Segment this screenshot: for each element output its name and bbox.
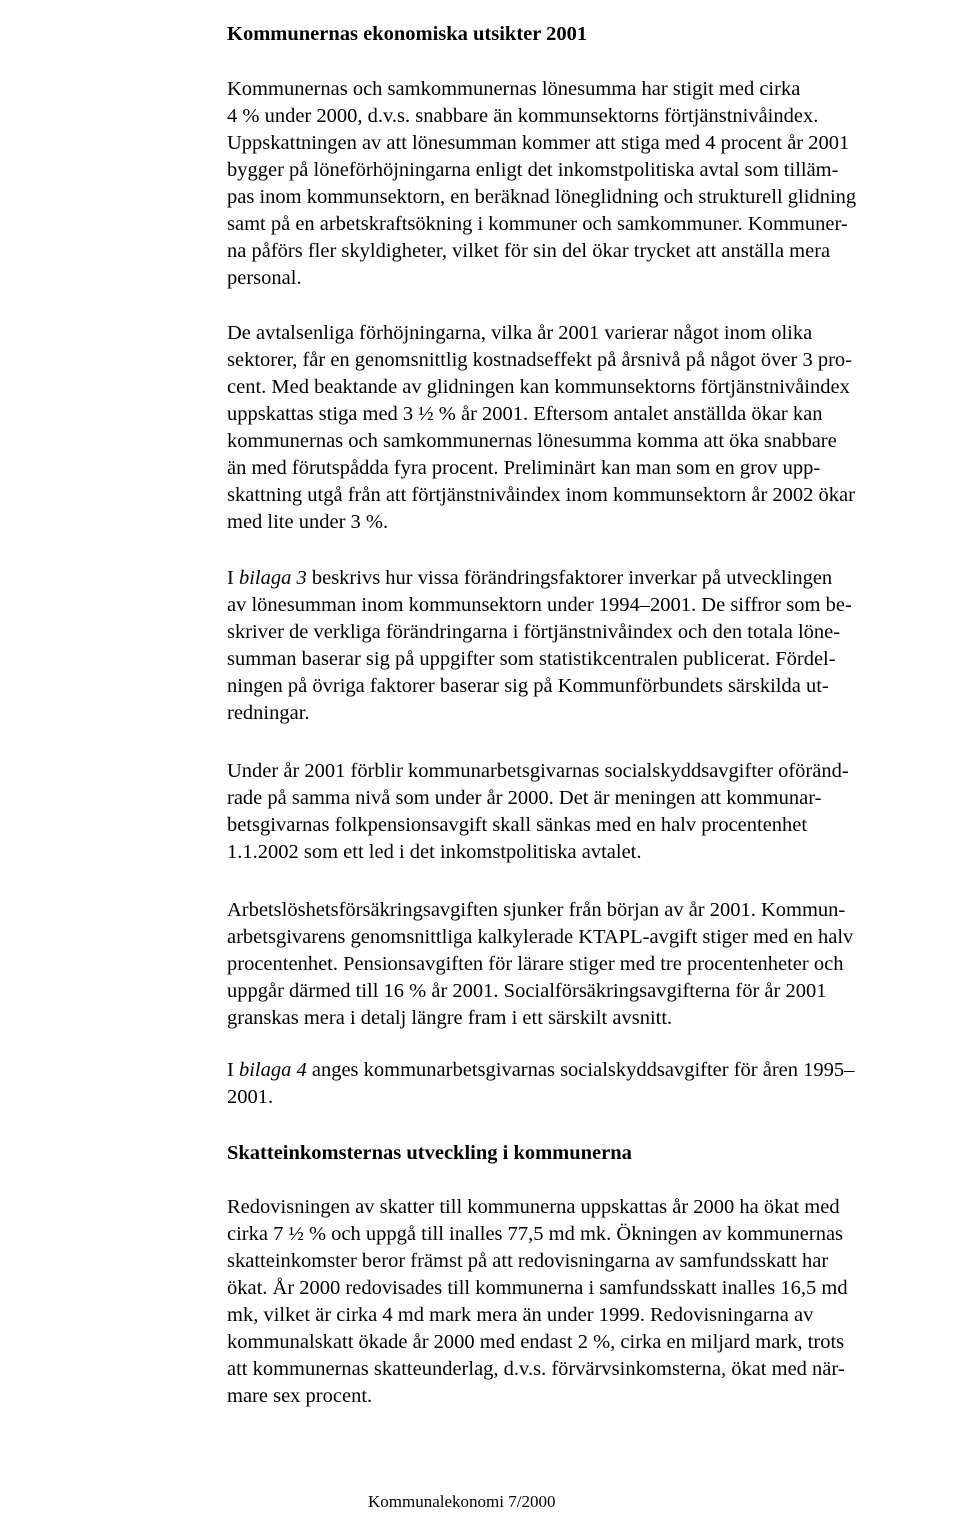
text-line: att kommunernas skatteunderlag, d.v.s. förvärvsinkomsterna, ökat med när-	[227, 1358, 845, 1380]
text-line: 1.1.2002 som ett led i det inkomstpolitiska avtalet.	[227, 841, 642, 863]
paragraph-wage-sum	[227, 76, 856, 292]
text-line: rade på samma nivå som under år 2000. Det är meningen att kommunar-	[227, 787, 822, 809]
text-line: arbetsgivarens genomsnittliga kalkylerade KTAPL-avgift stiger med en halv	[227, 926, 854, 948]
text-fragment: anges kommunarbetsgivarnas socialskyddsavgifter för åren 1995–	[306, 1059, 855, 1081]
text-line: Kommunernas och samkommunernas lönesumma har stigit med cirka	[227, 78, 801, 100]
paragraph-agreement-raises	[227, 320, 855, 536]
text-fragment: I	[227, 567, 239, 589]
text-line: uppgår därmed till 16 % år 2001. Socialförsäkringsavgifterna för år 2001	[227, 980, 827, 1002]
text-line: skattning utgå från att förtjänstnivåindex inom kommunsektorn år 2002 ökar	[227, 484, 855, 506]
text-line: granskas mera i detalj längre fram i ett särskilt avsnitt.	[227, 1007, 673, 1029]
page-footer: Kommunalekonomi 7/2000	[368, 1492, 556, 1511]
text-line: betsgivarnas folkpensionsavgift skall sänkas med en halv procentenhet	[227, 814, 808, 836]
text-line: skatteinkomster beror främst på att redovisningarna av samfundsskatt har	[227, 1250, 829, 1272]
text-line	[227, 1057, 854, 1084]
text-line: procentenhet. Pensionsavgiften för lärare stiger med tre procentenheter och	[227, 953, 844, 975]
text-fragment: beskrivs hur vissa förändringsfaktorer inverkar på utvecklingen	[306, 567, 833, 589]
text-line: kommunalskatt ökade år 2000 med endast 2 %, cirka en miljard mark, trots	[227, 1331, 845, 1353]
text-line: Under år 2001 förblir kommunarbetsgivarnas socialskyddsavgifter oföränd-	[227, 760, 849, 782]
text-line: summan baserar sig på uppgifter som statistikcentralen publicerat. Fördel-	[227, 648, 836, 670]
text-line: bygger på löneförhöjningarna enligt det inkomstpolitiska avtal som tilläm-	[227, 159, 839, 181]
text-line: ökat. År 2000 redovisades till kommunerna i samfundsskatt inalles 16,5 md	[227, 1277, 848, 1299]
text-line: Arbetslöshetsförsäkringsavgiften sjunker från början av år 2001. Kommun-	[227, 899, 846, 921]
text-line: uppskattas stiga med 3 ½ % år 2001. Eftersom antalet anställda ökar kan	[227, 403, 823, 425]
text-line: 2001.	[227, 1086, 274, 1108]
text-line: Uppskattningen av att lönesumman kommer att stiga med 4 procent år 2001	[227, 132, 850, 154]
text-line: na påförs fler skyldigheter, vilket för sin del ökar trycket att anställa mera	[227, 240, 831, 262]
section-heading-outlook: Kommunernas ekonomiska utsikter 2001	[227, 23, 588, 45]
appendix-reference: bilaga 3	[238, 567, 307, 589]
text-line: pas inom kommunsektorn, en beräknad löneglidning och strukturell glidning	[227, 186, 857, 208]
text-line: kommunernas och samkommunernas lönesumma komma att öka snabbare	[227, 430, 837, 452]
text-line: skriver de verkliga förändringarna i förtjänstnivåindex och den totala löne-	[227, 621, 841, 643]
text-fragment: I	[227, 1059, 239, 1081]
text-line: ningen på övriga faktorer baserar sig på Kommunförbundets särskilda ut-	[227, 675, 829, 697]
text-line: cirka 7 ½ % och uppgå till inalles 77,5 md mk. Ökningen av kommunernas	[227, 1223, 844, 1245]
paragraph-tax-revenue	[227, 1194, 848, 1410]
text-line: personal.	[227, 267, 302, 289]
text-line: 4 % under 2000, d.v.s. snabbare än kommunsektorns förtjänstnivåindex.	[227, 105, 819, 127]
text-line: cent. Med beaktande av glidningen kan kommunsektorns förtjänstnivåindex	[227, 376, 850, 398]
paragraph-appendix-4	[227, 1057, 854, 1111]
text-line	[227, 565, 852, 592]
paragraph-social-security-fees	[227, 758, 849, 866]
text-line: med lite under 3 %.	[227, 511, 389, 533]
text-line: samt på en arbetskraftsökning i kommuner och samkommuner. Kommuner-	[227, 213, 848, 235]
paragraph-appendix-3	[227, 565, 852, 727]
paragraph-unemployment-insurance	[227, 897, 853, 1032]
text-line: sektorer, får en genomsnittlig kostnadseffekt på årsnivå på något över 3 pro-	[227, 349, 852, 371]
appendix-reference: bilaga 4	[238, 1059, 307, 1081]
text-line: av lönesumman inom kommunsektorn under 1994–2001. De siffror som be-	[227, 594, 852, 616]
text-line: än med förutspådda fyra procent. Preliminärt kan man som en grov upp-	[227, 457, 821, 479]
text-line: redningar.	[227, 702, 310, 724]
text-line: mk, vilket är cirka 4 md mark mera än under 1999. Redovisningarna av	[227, 1304, 814, 1326]
text-line: mare sex procent.	[227, 1385, 373, 1407]
text-line: Redovisningen av skatter till kommunerna uppskattas år 2000 ha ökat med	[227, 1196, 840, 1218]
top-rule	[0, 0, 960, 4]
section-heading-tax-revenue: Skatteinkomsternas utveckling i kommunerna	[227, 1142, 632, 1164]
text-line: De avtalsenliga förhöjningarna, vilka år 2001 varierar något inom olika	[227, 322, 813, 344]
